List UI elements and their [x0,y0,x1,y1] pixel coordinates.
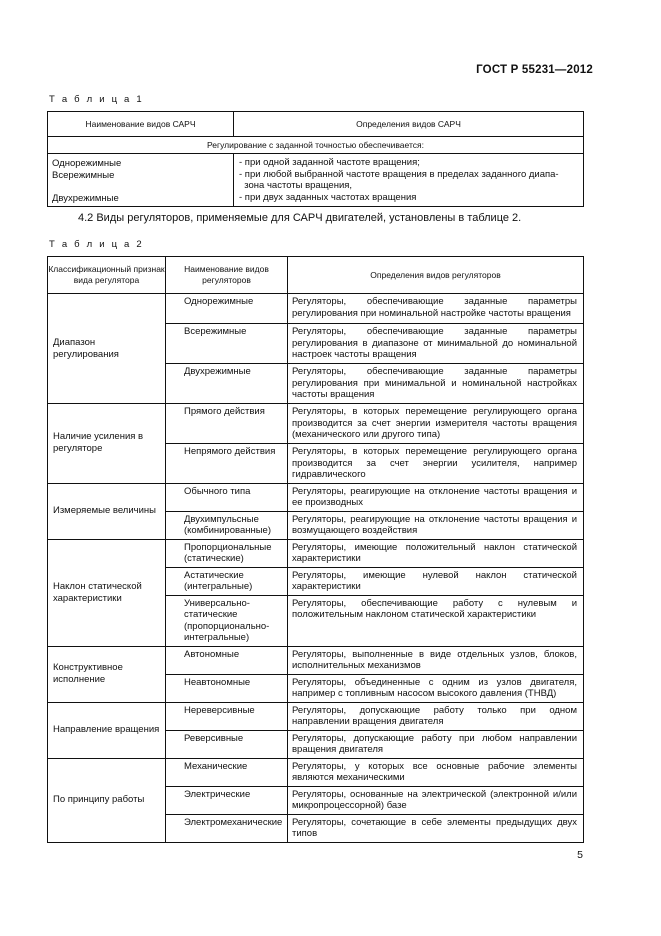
table2-name: Всережимные [166,324,288,364]
table2-name: Однорежимные [166,294,288,324]
table1-name: Всережимные [52,169,115,181]
table2-definition: Регуляторы, в которых перемещение регулирующего органа производится за счет энергии измерителя частоты вращения (механического или другого типа) [288,404,584,444]
table2-definition: Регуляторы, обеспечивающие заданные параметры регулирования в диапазоне от минимальной до номинальной настроек частоты вращения [288,324,584,364]
table2-category: Конструктивное исполнение [48,646,166,702]
table2-definition: Регуляторы, у которых все основные рабочие элементы являются механическими [288,758,584,786]
table2-definition: Регуляторы, объединенные с одним из узлов двигателя, например с топливным насосом высокого давления (ТНВД) [288,674,584,702]
table2-name: Обычного типа [166,483,288,511]
table2-name: Электромеханические [166,814,288,842]
table2-name: Прямого действия [166,404,288,444]
table2-definition: Регуляторы, допускающие работу только при одном направлении вращения двигателя [288,702,584,730]
table2-name: Нереверсивные [166,702,288,730]
table2-definition: Регуляторы, имеющие положительный наклон статической характеристики [288,539,584,567]
table2-definition: Регуляторы, имеющие нулевой наклон статической характеристики [288,567,584,595]
table2-definition: Регуляторы, обеспечивающие работу с нулевым и положительным наклоном статической характеристики [288,595,584,646]
table1-header-definition: Определения видов САРЧ [234,112,584,137]
table1-definition-line: - при любой выбранной частоте вращения в пределах заданного диапа- [239,168,559,180]
table2-name: Пропорциональные (статические) [166,539,288,567]
table2-name: Универсально-статические (пропорционально-интегральные) [166,595,288,646]
table2-definition: Регуляторы, обеспечивающие заданные параметры регулирования при номинальной настройке частоты вращения [288,294,584,324]
table2-definition: Регуляторы, сочетающие в себе элементы предыдущих двух типов [288,814,584,842]
table1-name: Однорежимные [52,158,122,169]
table2-header-category: Классификационный признак вида регулятора [48,257,166,294]
table1-definition-line: - при одной заданной частоте вращения; [239,157,420,168]
table2-category: Измеряемые величины [48,483,166,539]
table2-name: Двухрежимные [166,364,288,404]
table1-header-name: Наименование видов САРЧ [48,112,234,137]
table1-definitions-cell [234,154,584,207]
table1-subheader: Регулирование с заданной точностью обеспечивается: [48,137,584,154]
table1-definition-line: - при двух заданных частотах вращения [239,191,417,203]
table2-name: Реверсивные [166,730,288,758]
table1-caption: Т а б л и ц а 1 [49,94,144,105]
table2-definition: Регуляторы, выполненные в виде отдельных узлов, блоков, исполнительных механизмов [288,646,584,674]
paragraph-4-2: 4.2 Виды регуляторов, применяемые для САРЧ двигателей, установлены в таблице 2. [78,212,522,224]
table2-definition: Регуляторы, реагирующие на отклонение частоты вращения и ее производных [288,483,584,511]
table2-category: Диапазон регулирования [48,294,166,404]
table2-header-definition: Определения видов регуляторов [288,257,584,294]
table2-category: По принципу работы [48,758,166,842]
table2-caption: Т а б л и ц а 2 [49,239,144,250]
table2-name: Неавтономные [166,674,288,702]
table1-name: Двухрежимные [52,192,119,204]
table1-definition-line: зона частоты вращения, [239,180,353,191]
table2-name: Механические [166,758,288,786]
table2 [47,256,584,843]
table2-name: Двухимпульсные (комбинированные) [166,511,288,539]
table2-definition: Регуляторы, обеспечивающие заданные параметры регулирования при минимальной и номинальной настройках частоты вращения [288,364,584,404]
table2-category: Наличие усиления в регуляторе [48,404,166,484]
table2-name: Непрямого действия [166,444,288,484]
table2-name: Астатические (интегральные) [166,567,288,595]
table2-definition: Регуляторы, в которых перемещение регулирующего органа производится за счет энергии усилителя, например гидравлического [288,444,584,484]
table1 [47,111,584,207]
table2-header-name: Наименование видов регуляторов [166,257,288,294]
table2-name: Автономные [166,646,288,674]
table2-category: Направление вращения [48,702,166,758]
table1-names-cell [48,154,234,207]
table2-definition: Регуляторы, основанные на электрической (электронной и/или микропроцессорной) базе [288,786,584,814]
page-number: 5 [577,849,583,861]
table2-category: Наклон статической характеристики [48,539,166,646]
table2-definition: Регуляторы, допускающие работу при любом направлении вращения двигателя [288,730,584,758]
document-standard-number: ГОСТ Р 55231—2012 [476,64,593,76]
table2-definition: Регуляторы, реагирующие на отклонение частоты вращения и возмущающего воздействия [288,511,584,539]
table2-name: Электрические [166,786,288,814]
